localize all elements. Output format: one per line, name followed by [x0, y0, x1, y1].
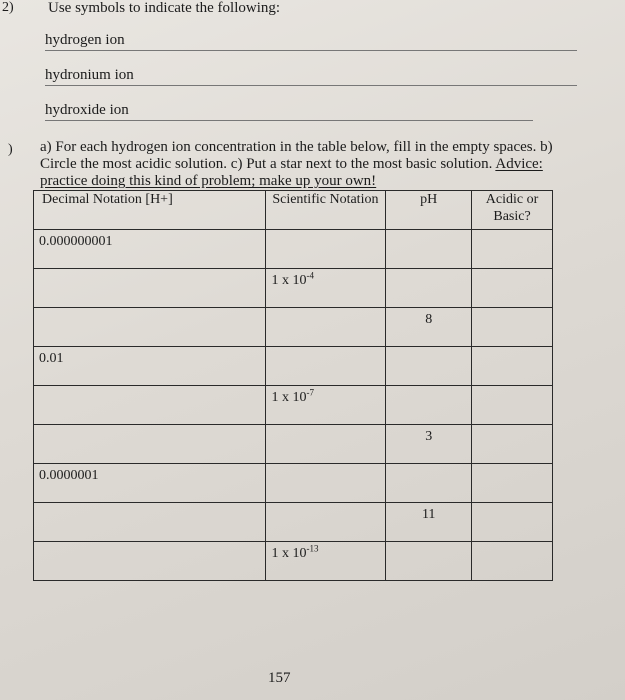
ph-value: 8: [425, 312, 433, 327]
cell-ph[interactable]: [386, 542, 472, 581]
decimal-value: 0.0000001: [39, 468, 99, 483]
cell-decimal-notation[interactable]: [34, 464, 266, 503]
cell-scientific-notation[interactable]: [265, 308, 386, 347]
table-row: [34, 347, 553, 386]
cell-scientific-notation[interactable]: [265, 464, 386, 503]
answer-underline: [45, 85, 577, 86]
scientific-base: 1 x 10: [271, 390, 307, 405]
scientific-base: 1 x 10: [271, 546, 307, 561]
instructions-text: a) For each hydrogen ion concentration in the table below, fill in the empty spaces. b) Circle the most acidic solution. c) Put a star next to the most basic solution.: [40, 139, 553, 172]
cell-decimal-notation[interactable]: [34, 425, 266, 464]
scientific-exponent: -4: [306, 270, 314, 281]
question-3-marker: ): [8, 142, 13, 157]
cell-decimal-notation[interactable]: [34, 308, 266, 347]
cell-acidic-or-basic[interactable]: [472, 464, 553, 503]
cell-decimal-notation[interactable]: [34, 542, 266, 581]
table-row: [34, 464, 553, 503]
cell-decimal-notation[interactable]: [34, 503, 266, 542]
cell-decimal-notation[interactable]: [34, 347, 266, 386]
question-3-instructions: [40, 139, 560, 190]
answer-line-label: hydrogen ion: [45, 32, 125, 48]
cell-acidic-or-basic[interactable]: [472, 269, 553, 308]
cell-ph[interactable]: [386, 425, 472, 464]
header-scientific-notation: Scientific Notation: [265, 191, 386, 230]
ph-value: 3: [425, 429, 433, 444]
answer-underline: [45, 120, 533, 121]
table-row: [34, 230, 553, 269]
cell-scientific-notation[interactable]: [265, 269, 386, 308]
cell-scientific-notation[interactable]: [265, 542, 386, 581]
cell-ph[interactable]: [386, 269, 472, 308]
scientific-exponent: -7: [306, 387, 314, 398]
cell-ph[interactable]: [386, 230, 472, 269]
answer-underline: [45, 50, 577, 51]
scientific-exponent: -13: [306, 543, 319, 554]
table-header-row: [34, 191, 553, 230]
answer-line-label: hydroxide ion: [45, 102, 129, 118]
cell-scientific-notation[interactable]: [265, 425, 386, 464]
answer-line-hydroxide-ion: [45, 102, 129, 119]
scientific-value: [271, 543, 319, 562]
table-row: [34, 542, 553, 581]
cell-scientific-notation[interactable]: [265, 230, 386, 269]
question-2-prompt: Use symbols to indicate the following:: [48, 0, 281, 16]
advice-text: Advice: practice doing this kind of problem; make up your own!: [40, 156, 543, 189]
cell-acidic-or-basic[interactable]: [472, 503, 553, 542]
cell-ph[interactable]: [386, 347, 472, 386]
table-row: [34, 386, 553, 425]
cell-ph[interactable]: [386, 308, 472, 347]
answer-line-label: hydronium ion: [45, 67, 134, 83]
header-ph: pH: [386, 191, 472, 230]
answer-line-hydronium-ion: [45, 67, 134, 84]
cell-acidic-or-basic[interactable]: [472, 542, 553, 581]
question-2-number: 2): [2, 0, 14, 15]
table-row: [34, 308, 553, 347]
cell-acidic-or-basic[interactable]: [472, 230, 553, 269]
decimal-value: 0.000000001: [39, 234, 113, 249]
cell-acidic-or-basic[interactable]: [472, 308, 553, 347]
cell-ph[interactable]: [386, 503, 472, 542]
table-row: [34, 269, 553, 308]
scientific-value: [271, 387, 315, 406]
table-row: [34, 425, 553, 464]
cell-scientific-notation[interactable]: [265, 503, 386, 542]
cell-decimal-notation[interactable]: [34, 230, 266, 269]
header-decimal-notation: Decimal Notation [H+]: [34, 191, 266, 230]
table-row: [34, 503, 553, 542]
decimal-value: 0.01: [39, 351, 64, 366]
cell-ph[interactable]: [386, 386, 472, 425]
cell-acidic-or-basic[interactable]: [472, 425, 553, 464]
cell-decimal-notation[interactable]: [34, 269, 266, 308]
answer-line-hydrogen-ion: [45, 32, 125, 49]
ph-value: 11: [421, 507, 436, 522]
scientific-value: [271, 270, 315, 289]
cell-scientific-notation[interactable]: [265, 347, 386, 386]
cell-ph[interactable]: [386, 464, 472, 503]
cell-scientific-notation[interactable]: [265, 386, 386, 425]
page-number: 157: [268, 670, 291, 686]
cell-acidic-or-basic[interactable]: [472, 386, 553, 425]
scientific-base: 1 x 10: [271, 273, 307, 288]
cell-decimal-notation[interactable]: [34, 386, 266, 425]
hydrogen-ion-table: [33, 190, 553, 581]
header-acidic-or-basic: Acidic or Basic?: [472, 191, 553, 230]
cell-acidic-or-basic[interactable]: [472, 347, 553, 386]
